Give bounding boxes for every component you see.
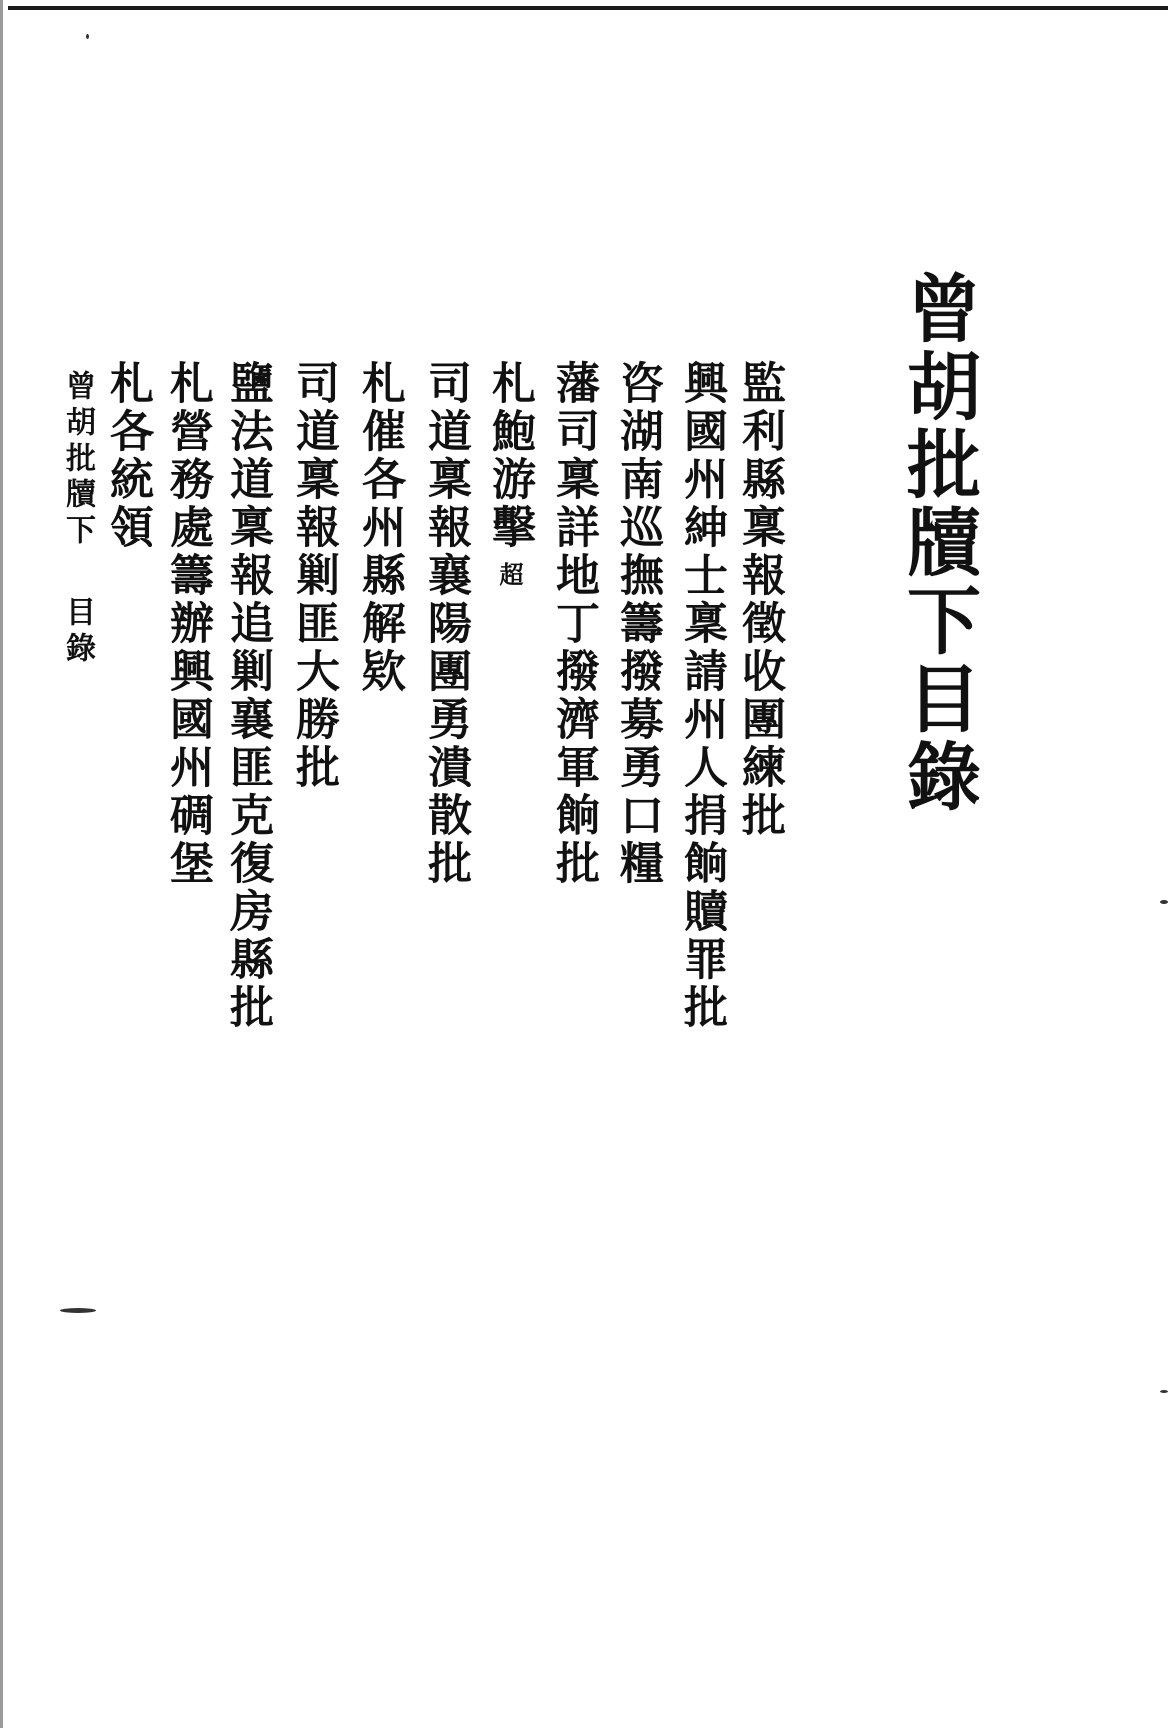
toc-entry-11: 札各統領 bbox=[102, 360, 153, 552]
toc-entry-1: 監利縣稟報徵收團練批 bbox=[734, 360, 785, 840]
scan-speck bbox=[86, 34, 89, 39]
toc-entry-6: 司道稟報襄陽團勇潰散批 bbox=[420, 360, 471, 888]
top-rule bbox=[8, 6, 1168, 10]
scan-speck bbox=[1160, 900, 1168, 904]
page-title: 曾胡批牘下目錄 bbox=[895, 270, 981, 816]
toc-entry-5 bbox=[484, 360, 534, 586]
toc-entry-3: 咨湖南巡撫籌撥募勇口糧 bbox=[612, 360, 663, 888]
scan-mark bbox=[60, 1308, 96, 1313]
toc-entry-9: 鹽法道稟報追剿襄匪克復房縣批 bbox=[222, 360, 273, 1032]
running-footer bbox=[60, 370, 94, 668]
footer-section: 目錄 bbox=[60, 596, 95, 668]
toc-entry-10: 札營務處籌辦興國州碉堡 bbox=[162, 360, 213, 888]
toc-entry-8: 司道稟報剿匪大勝批 bbox=[288, 360, 339, 792]
scan-speck bbox=[1160, 1390, 1168, 1393]
page-left-edge bbox=[0, 0, 3, 1728]
toc-entry-4: 藩司稟詳地丁撥濟軍餉批 bbox=[548, 360, 599, 888]
toc-entry-7: 札催各州縣解欵 bbox=[354, 360, 405, 696]
toc-entry-2: 興國州紳士稟請州人捐餉贖罪批 bbox=[676, 360, 727, 1032]
footer-book-title: 曾胡批牘下 bbox=[60, 370, 95, 550]
toc-entry-5-text: 札鮑游擊 bbox=[484, 360, 535, 552]
toc-entry-5-note: 超 bbox=[495, 562, 524, 586]
